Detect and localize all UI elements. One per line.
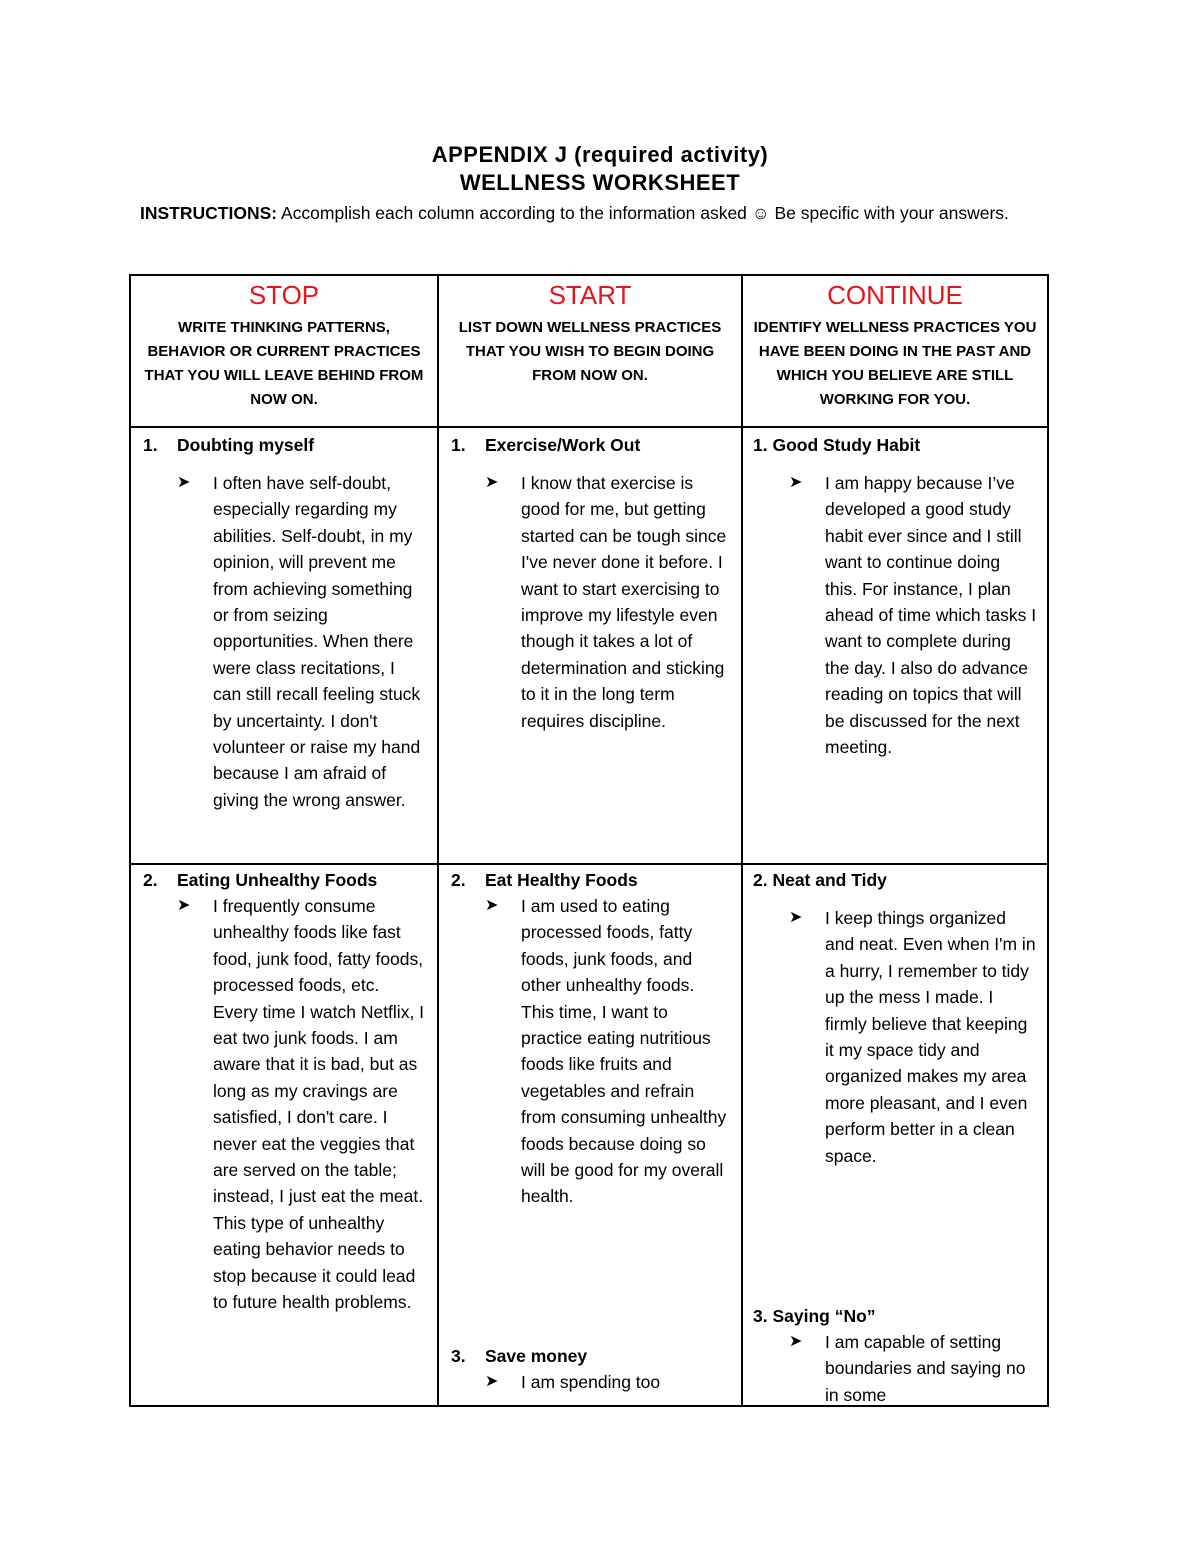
start-item2-text: I am used to eating processed foods, fatty foods, junk foods, and other unhealthy foods. This time, I want to practice eating nutritious foods like fruits and vegetables and refrain from consuming unhealthy foods because doing so will be good for my overall health. bbox=[521, 896, 727, 1207]
start-item2-bullet bbox=[439, 893, 741, 1210]
start-item1-bullet bbox=[439, 470, 741, 734]
start-item3-text: I am spending too bbox=[521, 1372, 661, 1392]
arrowhead-bullet-icon: ➤ bbox=[177, 897, 191, 914]
arrowhead-bullet-icon: ➤ bbox=[177, 474, 191, 491]
arrowhead-bullet-icon: ➤ bbox=[485, 1373, 499, 1390]
start-item3-bullet bbox=[439, 1369, 741, 1395]
arrowhead-bullet-icon: ➤ bbox=[789, 909, 803, 926]
stop-description: WRITE THINKING PATTERNS, BEHAVIOR OR CURRENT PRACTICES THAT YOU WILL LEAVE BEHIND FROM NOW ON. bbox=[144, 319, 424, 408]
stop-item1-title: 1. Doubting myself bbox=[143, 435, 315, 455]
wellness-table bbox=[129, 274, 1049, 1407]
stop-header bbox=[130, 275, 438, 427]
start-header bbox=[438, 275, 742, 427]
instructions-label: INSTRUCTIONS: bbox=[140, 203, 278, 223]
continue-item3-title: 3. Saying “No” bbox=[753, 1306, 876, 1326]
worksheet-title: WELLNESS WORKSHEET bbox=[459, 170, 741, 195]
stop-item2-title: 2. Eating Unhealthy Foods bbox=[143, 870, 378, 890]
stop-heading: STOP bbox=[248, 280, 320, 310]
continue-item2-bullet bbox=[743, 905, 1047, 1169]
continue-item1-bullet bbox=[743, 470, 1047, 760]
instructions-text: Accomplish each column according to the information asked ☺ Be specific with your answers. bbox=[277, 203, 1009, 223]
continue-cell-1 bbox=[742, 427, 1048, 864]
arrowhead-bullet-icon: ➤ bbox=[789, 474, 803, 491]
start-heading: START bbox=[548, 280, 632, 310]
continue-item2-text: I keep things organized and neat. Even when I'm in a hurry, I remember to tidy up the mess I made. I firmly believe that keeping it my space tidy and organized makes my area more pleasant, and I even perform better in a clean space. bbox=[825, 908, 1036, 1166]
start-cell-2 bbox=[438, 864, 742, 1406]
continue-description: IDENTIFY WELLNESS PRACTICES YOU HAVE BEEN DOING IN THE PAST AND WHICH YOU BELIEVE ARE STILL WORKING FOR YOU. bbox=[753, 319, 1037, 408]
start-item2-title: 2. Eat Healthy Foods bbox=[451, 870, 638, 890]
continue-header bbox=[742, 275, 1048, 427]
start-description: LIST DOWN WELLNESS PRACTICES THAT YOU WISH TO BEGIN DOING FROM NOW ON. bbox=[458, 319, 722, 384]
arrowhead-bullet-icon: ➤ bbox=[789, 1333, 803, 1350]
continue-item2-title: 2. Neat and Tidy bbox=[753, 870, 887, 890]
stop-cell-2 bbox=[130, 864, 438, 1406]
arrowhead-bullet-icon: ➤ bbox=[485, 474, 499, 491]
start-cell-1 bbox=[438, 427, 742, 864]
instructions bbox=[140, 200, 1040, 226]
continue-item1-text: I am happy because I’ve developed a good study habit ever since and I still want to continue doing this. For instance, I plan ahead of time which tasks I want to complete during the day. I also do advance reading on topics that will be discussed for the next meeting. bbox=[825, 473, 1037, 758]
stop-item2-text: I frequently consume unhealthy foods like fast food, junk food, fatty foods, processed foods, etc. Every time I watch Netflix, I eat two junk foods. I am aware that it is bad, but as long as my cravings are satisfied, I don't care. I never eat the veggies that are served on the table; instead, I just eat the meat. This type of unhealthy eating behavior needs to stop because it could lead to future health problems. bbox=[213, 896, 425, 1313]
continue-cell-2 bbox=[742, 864, 1048, 1406]
appendix-title: APPENDIX J (required activity) bbox=[431, 142, 769, 167]
stop-item1-bullet bbox=[131, 470, 437, 813]
start-item1-text: I know that exercise is good for me, but getting started can be tough since I've never done it before. I want to start exercising to improve my lifestyle even though it takes a lot of determination and sticking to it in the long term requires discipline. bbox=[521, 473, 727, 731]
continue-item1-title: 1. Good Study Habit bbox=[753, 435, 921, 455]
start-item3-title: 3. Save money bbox=[451, 1346, 588, 1366]
stop-cell-1 bbox=[130, 427, 438, 864]
arrowhead-bullet-icon: ➤ bbox=[485, 897, 499, 914]
start-item1-title: 1. Exercise/Work Out bbox=[451, 435, 641, 455]
continue-item3-text: I am capable of setting boundaries and saying no in some bbox=[825, 1332, 1026, 1405]
continue-item3-bullet bbox=[743, 1329, 1047, 1408]
continue-heading: CONTINUE bbox=[827, 280, 963, 310]
stop-item1-text: I often have self-doubt, especially regarding my abilities. Self-doubt, in my opinion, will prevent me from achieving something or from seizing opportunities. When there were class recitations, I can still recall feeling stuck by uncertainty. I don't volunteer or raise my hand because I am afraid of giving the wrong answer. bbox=[213, 473, 421, 810]
stop-item2-bullet bbox=[131, 893, 437, 1316]
